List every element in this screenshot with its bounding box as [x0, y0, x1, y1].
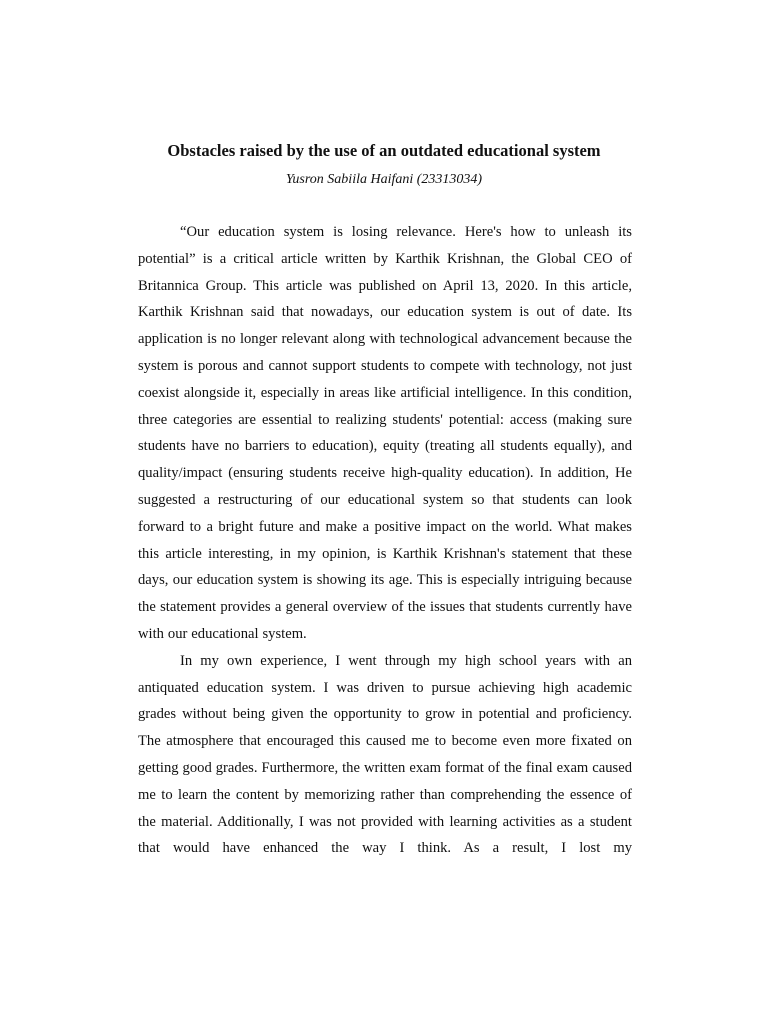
author-line: Yusron Sabiila Haifani (23313034)	[285, 172, 483, 187]
paragraph-2: In my own experience, I went through my high school years with an antiquated education system. I was driven to pursue achieving high academic grades without being given the opportunity to grow in potential and proficiency. The atmosphere that encouraged this caused me to become even more fixated on getting good grades. Furthermore, the written exam format of the final exam caused me to learn the content by memorizing rather than comprehending the essence of the material. Additionally, I was not provided with learning activities as a student that would have enhanced the way I think. As a result, I lost my	[138, 652, 632, 857]
paragraph-1: “Our education system is losing relevance. Here's how to unleash its potential” is a critical article written by Karthik Krishnan, the Global CEO of Britannica Group. This article was published on April 13, 2020. In this article, Karthik Krishnan said that nowadays, our education system is out of date. Its application is no longer relevant along with technological advancement because the system is porous and cannot support students to compete with technology, not just coexist alongside it, especially in areas like artificial intelligence. In this condition, three categories are essential to realizing students' potential: access (making sure students have no barriers to education), equity (treating all students equally), and quality/impact (ensuring students receive high-quality education). In addition, He suggested a restructuring of our educational system so that students can look forward to a bright future and make a positive impact on the world. What makes this article interesting, in my opinion, is Karthik Krishnan's statement that these days, our education system is showing its age. This is especially intriguing because the statement provides a general overview of the issues that students currently have with our educational system.	[138, 224, 632, 642]
document-title: Obstacles raised by the use of an outdated educational system	[167, 141, 601, 160]
document-body	[138, 219, 632, 862]
